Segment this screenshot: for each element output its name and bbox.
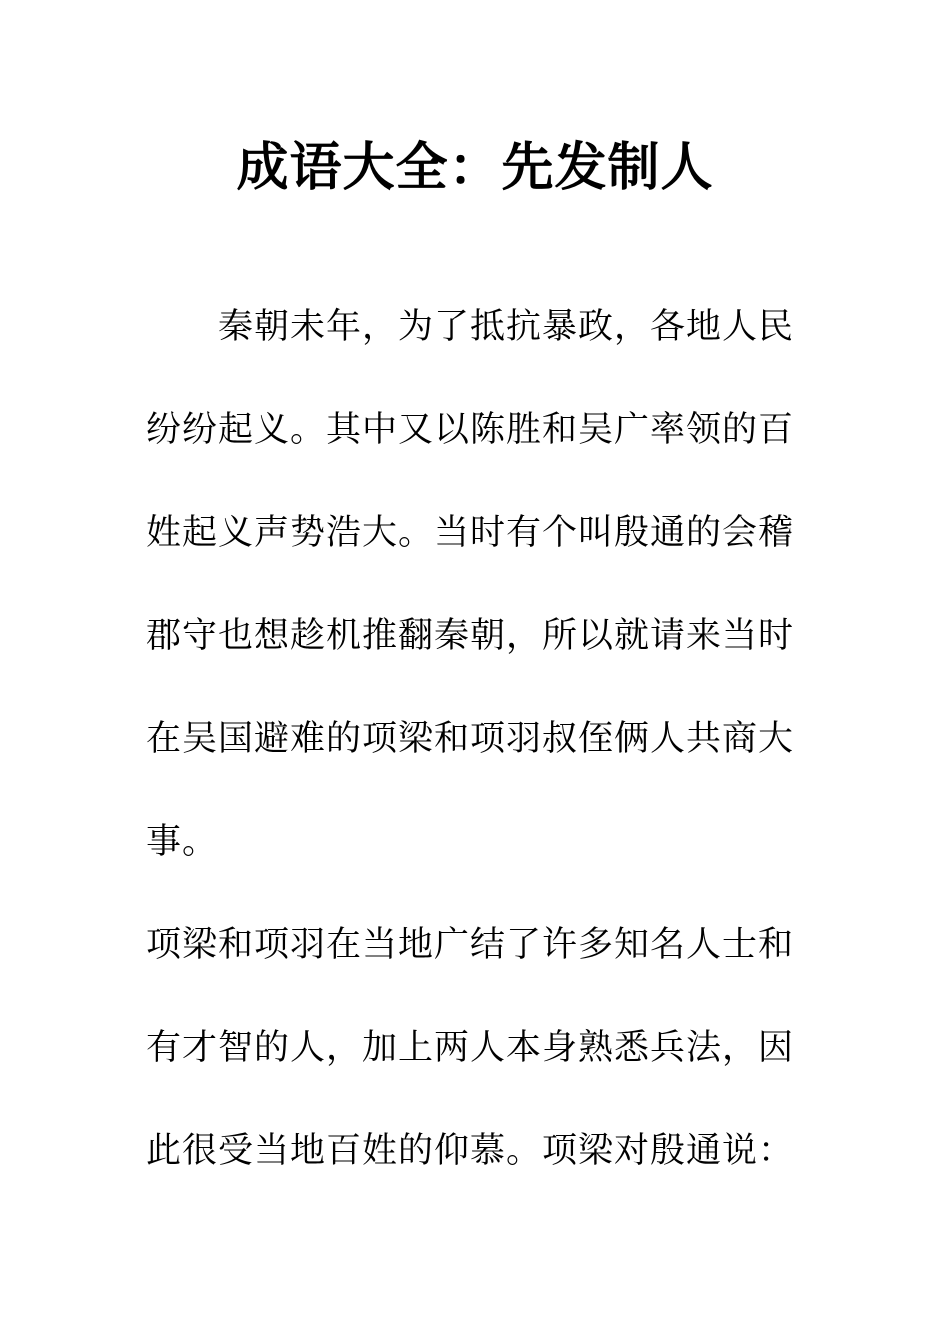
paragraph-1-line-3: 姓起义声势浩大。当时有个叫殷通的会稽 [146,513,795,553]
paragraph-1-line-6: 事。 [146,822,219,862]
paragraph-1-line-5: 在吴国避难的项梁和项羽叔侄俩人共商大 [146,719,795,759]
document-title: 成语大全：先发制人 [236,137,714,198]
paragraph-1-line-2: 纷纷起义。其中又以陈胜和吴广率领的百 [146,410,795,450]
paragraph-1-line-1: 秦朝未年，为了抵抗暴政，各地人民 [218,307,795,347]
paragraph-2-line-2: 有才智的人，加上两人本身熟悉兵法，因 [146,1028,795,1068]
document-body [146,292,806,1219]
paragraph-2-line-3: 此很受当地百姓的仰慕。项梁对殷通说： [146,1131,795,1171]
paragraph-2-line-1: 项梁和项羽在当地广结了许多知名人士和 [146,925,795,965]
paragraph-1-line-4: 郡守也想趁机推翻秦朝，所以就请来当时 [146,616,795,656]
